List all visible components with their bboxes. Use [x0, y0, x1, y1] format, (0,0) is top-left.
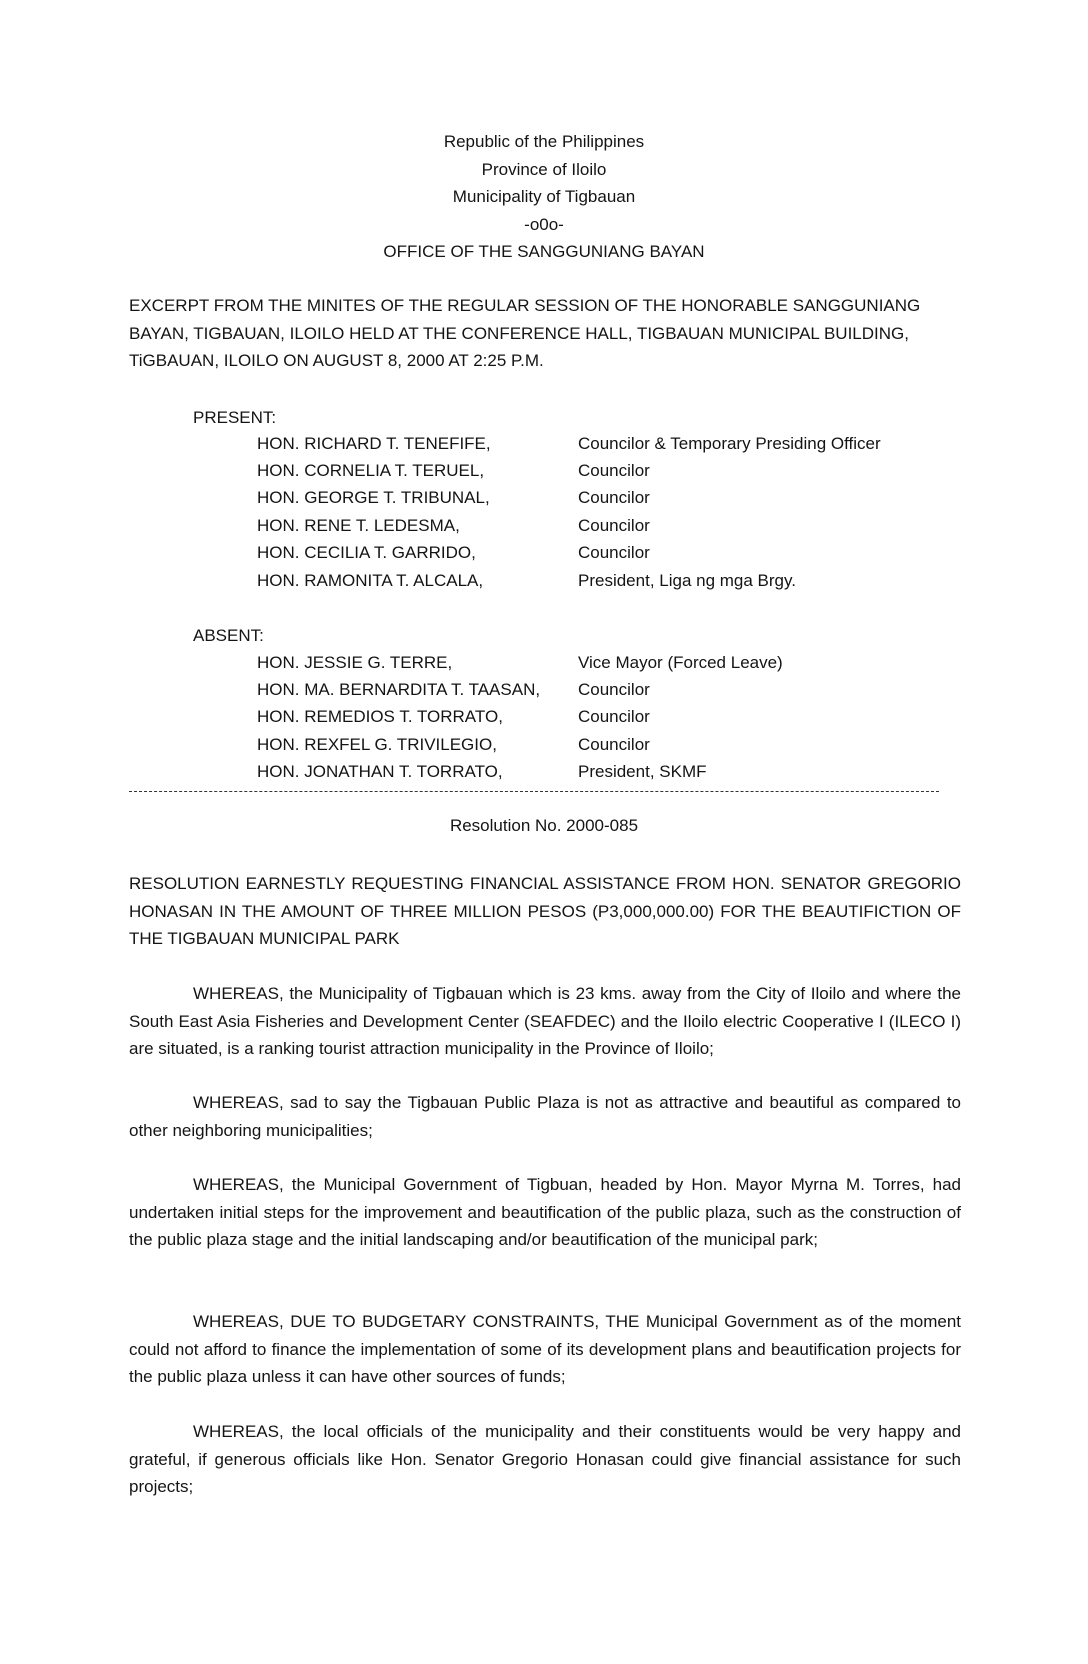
- attendee-role: Councilor: [578, 516, 650, 535]
- attendee-row: [257, 434, 957, 461]
- absentee-row: [257, 653, 957, 680]
- attendee-name: HON. RICHARD T. TENEFIFE,: [257, 434, 491, 453]
- attendee-row: [257, 461, 957, 488]
- absentee-name: HON. MA. BERNARDITA T. TAASAN,: [257, 680, 541, 699]
- attendee-name: HON. CORNELIA T. TERUEL,: [257, 461, 485, 480]
- attendee-role: Councilor: [578, 461, 650, 480]
- header-republic: Republic of the Philippines: [443, 132, 645, 151]
- absentee-role: President, SKMF: [578, 762, 707, 781]
- attendee-row: [257, 488, 957, 515]
- resolution-number: Resolution No. 2000-085: [449, 816, 639, 835]
- absent-label: ABSENT:: [193, 626, 264, 645]
- resolution-title: RESOLUTION EARNESTLY REQUESTING FINANCIAL ASSISTANCE FROM HON. SENATOR GREGORIO HONASAN IN THE AMOUNT OF THREE MILLION PESOS (P3,000,000.00) FOR THE BEAUTIFICTION OF THE TIGBAUAN MUNICIPAL PARK: [129, 874, 961, 948]
- absentee-role: Councilor: [578, 735, 650, 754]
- attendee-row: [257, 516, 957, 543]
- absentee-name: HON. JESSIE G. TERRE,: [257, 653, 453, 672]
- whereas-clause: WHEREAS, DUE TO BUDGETARY CONSTRAINTS, THE Municipal Government as of the moment could not afford to finance the implementation of some of its development plans and beautification projects for the public plaza unless it can have other sources of funds;: [129, 1312, 961, 1386]
- attendee-name: HON. GEORGE T. TRIBUNAL,: [257, 488, 490, 507]
- absentee-row: [257, 735, 957, 762]
- present-label: PRESENT:: [193, 408, 277, 427]
- absentee-role: Councilor: [578, 707, 650, 726]
- absentee-name: HON. REXFEL G. TRIVILEGIO,: [257, 735, 497, 754]
- attendee-role: Councilor: [578, 543, 650, 562]
- whereas-clause: WHEREAS, the Municipality of Tigbauan which is 23 kms. away from the City of Iloilo and where the South East Asia Fisheries and Development Center (SEAFDEC) and the Iloilo electric Cooperative I (ILECO I) are situated, is a ranking tourist attraction municipality in the Province of Iloilo;: [129, 984, 961, 1058]
- header-ornament: -o0o-: [524, 214, 564, 234]
- header-province: Province of Iloilo: [481, 159, 607, 179]
- attendee-name: HON. RENE T. LEDESMA,: [257, 516, 460, 535]
- attendee-role: Councilor: [578, 488, 650, 507]
- absentee-name: HON. JONATHAN T. TORRATO,: [257, 762, 503, 781]
- letterhead: [0, 128, 1088, 266]
- whereas-clause: WHEREAS, the local officials of the municipality and their constituents would be very happy and grateful, if generous officials like Hon. Senator Gregorio Honasan could give financial assistance for such projects;: [129, 1422, 961, 1496]
- absentee-row: [257, 680, 957, 707]
- attendee-name: HON. CECILIA T. GARRIDO,: [257, 543, 476, 562]
- attendee-row: [257, 543, 957, 570]
- attendee-role: Councilor & Temporary Presiding Officer: [578, 434, 881, 453]
- dashed-separator: [129, 791, 939, 792]
- attendee-role: President, Liga ng mga Brgy.: [578, 571, 796, 590]
- absentee-role: Vice Mayor (Forced Leave): [578, 653, 783, 672]
- header-office: OFFICE OF THE SANGGUNIANG BAYAN: [383, 242, 705, 261]
- absentee-role: Councilor: [578, 680, 650, 699]
- whereas-clause: WHEREAS, sad to say the Tigbauan Public Plaza is not as attractive and beautiful as compared to other neighboring municipalities;: [129, 1093, 961, 1140]
- whereas-clause: WHEREAS, the Municipal Government of Tigbuan, headed by Hon. Mayor Myrna M. Torres, had undertaken initial steps for the improvement and beautification of the public plaza, such as the construction of the public plaza stage and the initial landscaping and/or beautification of the municipal park;: [129, 1175, 961, 1249]
- minutes-excerpt: EXCERPT FROM THE MINITES OF THE REGULAR SESSION OF THE HONORABLE SANGGUNIANG BAYAN, TIGBAUAN, ILOILO HELD AT THE CONFERENCE HALL, TIGBAUAN MUNICIPAL BUILDING, TiGBAUAN, ILOILO ON AUGUST 8, 2000 AT 2:25 P.M.: [129, 296, 921, 370]
- absentee-name: HON. REMEDIOS T. TORRATO,: [257, 707, 503, 726]
- absentee-row: [257, 762, 957, 789]
- attendee-name: HON. RAMONITA T. ALCALA,: [257, 571, 484, 590]
- attendee-row: [257, 571, 957, 598]
- absentee-row: [257, 707, 957, 734]
- header-municipality: Municipality of Tigbauan: [452, 187, 636, 206]
